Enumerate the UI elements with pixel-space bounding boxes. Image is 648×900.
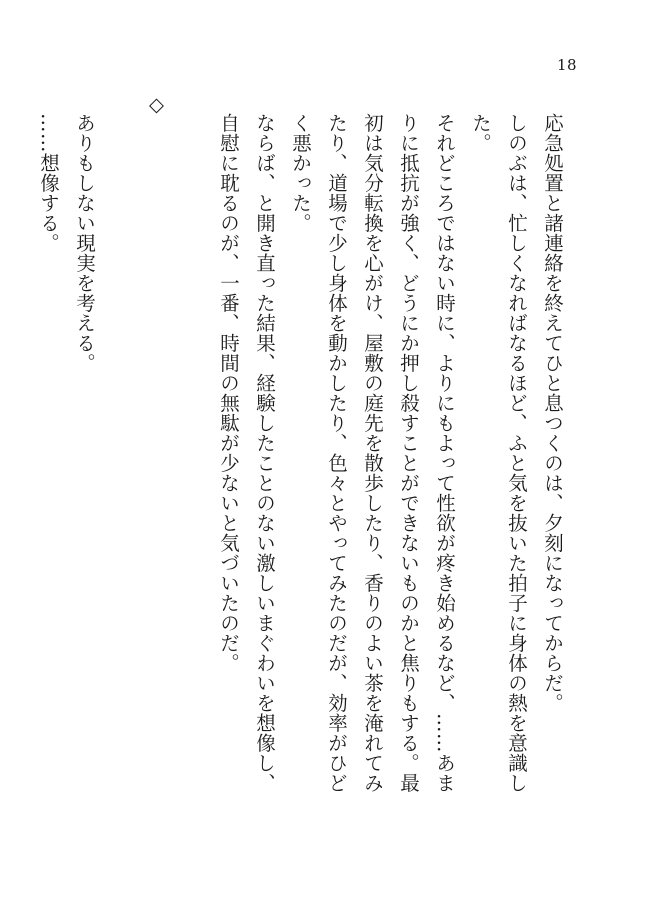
blank-line [102, 93, 138, 793]
scene-break-diamond: ◇ [145, 93, 168, 117]
paragraph-6: ……想像する。 [37, 112, 60, 253]
paragraph-1: 応急処置と諸連絡を終えてひと息つくのは、夕刻になってからだ。 [541, 112, 564, 713]
novel-body-text [37, 93, 570, 793]
paragraph-3: それどころではない時に、よりにもよって性欲が疼き始めるなど、……あまりに抵抗が強く、どうにか押し殺すことができないものかと焦りもする。最初は気分転換を心がけ、屋敷の庭先を散歩したり、香りのよい茶を淹れてみたり、道場で少し身体を動かしたり、色々とやってみたのだが、効率がひどく悪かった。 [289, 112, 456, 793]
blank-line [174, 93, 210, 793]
paragraph-4: ならば、と開き直った結果、経験したことのない激しいまぐわいを想像し、自慰に耽るのが、一番、時間の無駄が少ないと気づいたのだ。 [217, 112, 276, 793]
page-number: 18 [557, 56, 578, 74]
paragraph-2: しのぶは、忙しくなればなるほど、ふと気を抜いた拍子に身体の熱を意識した。 [469, 112, 528, 793]
paragraph-5: ありもしない現実を考える。 [73, 112, 96, 373]
